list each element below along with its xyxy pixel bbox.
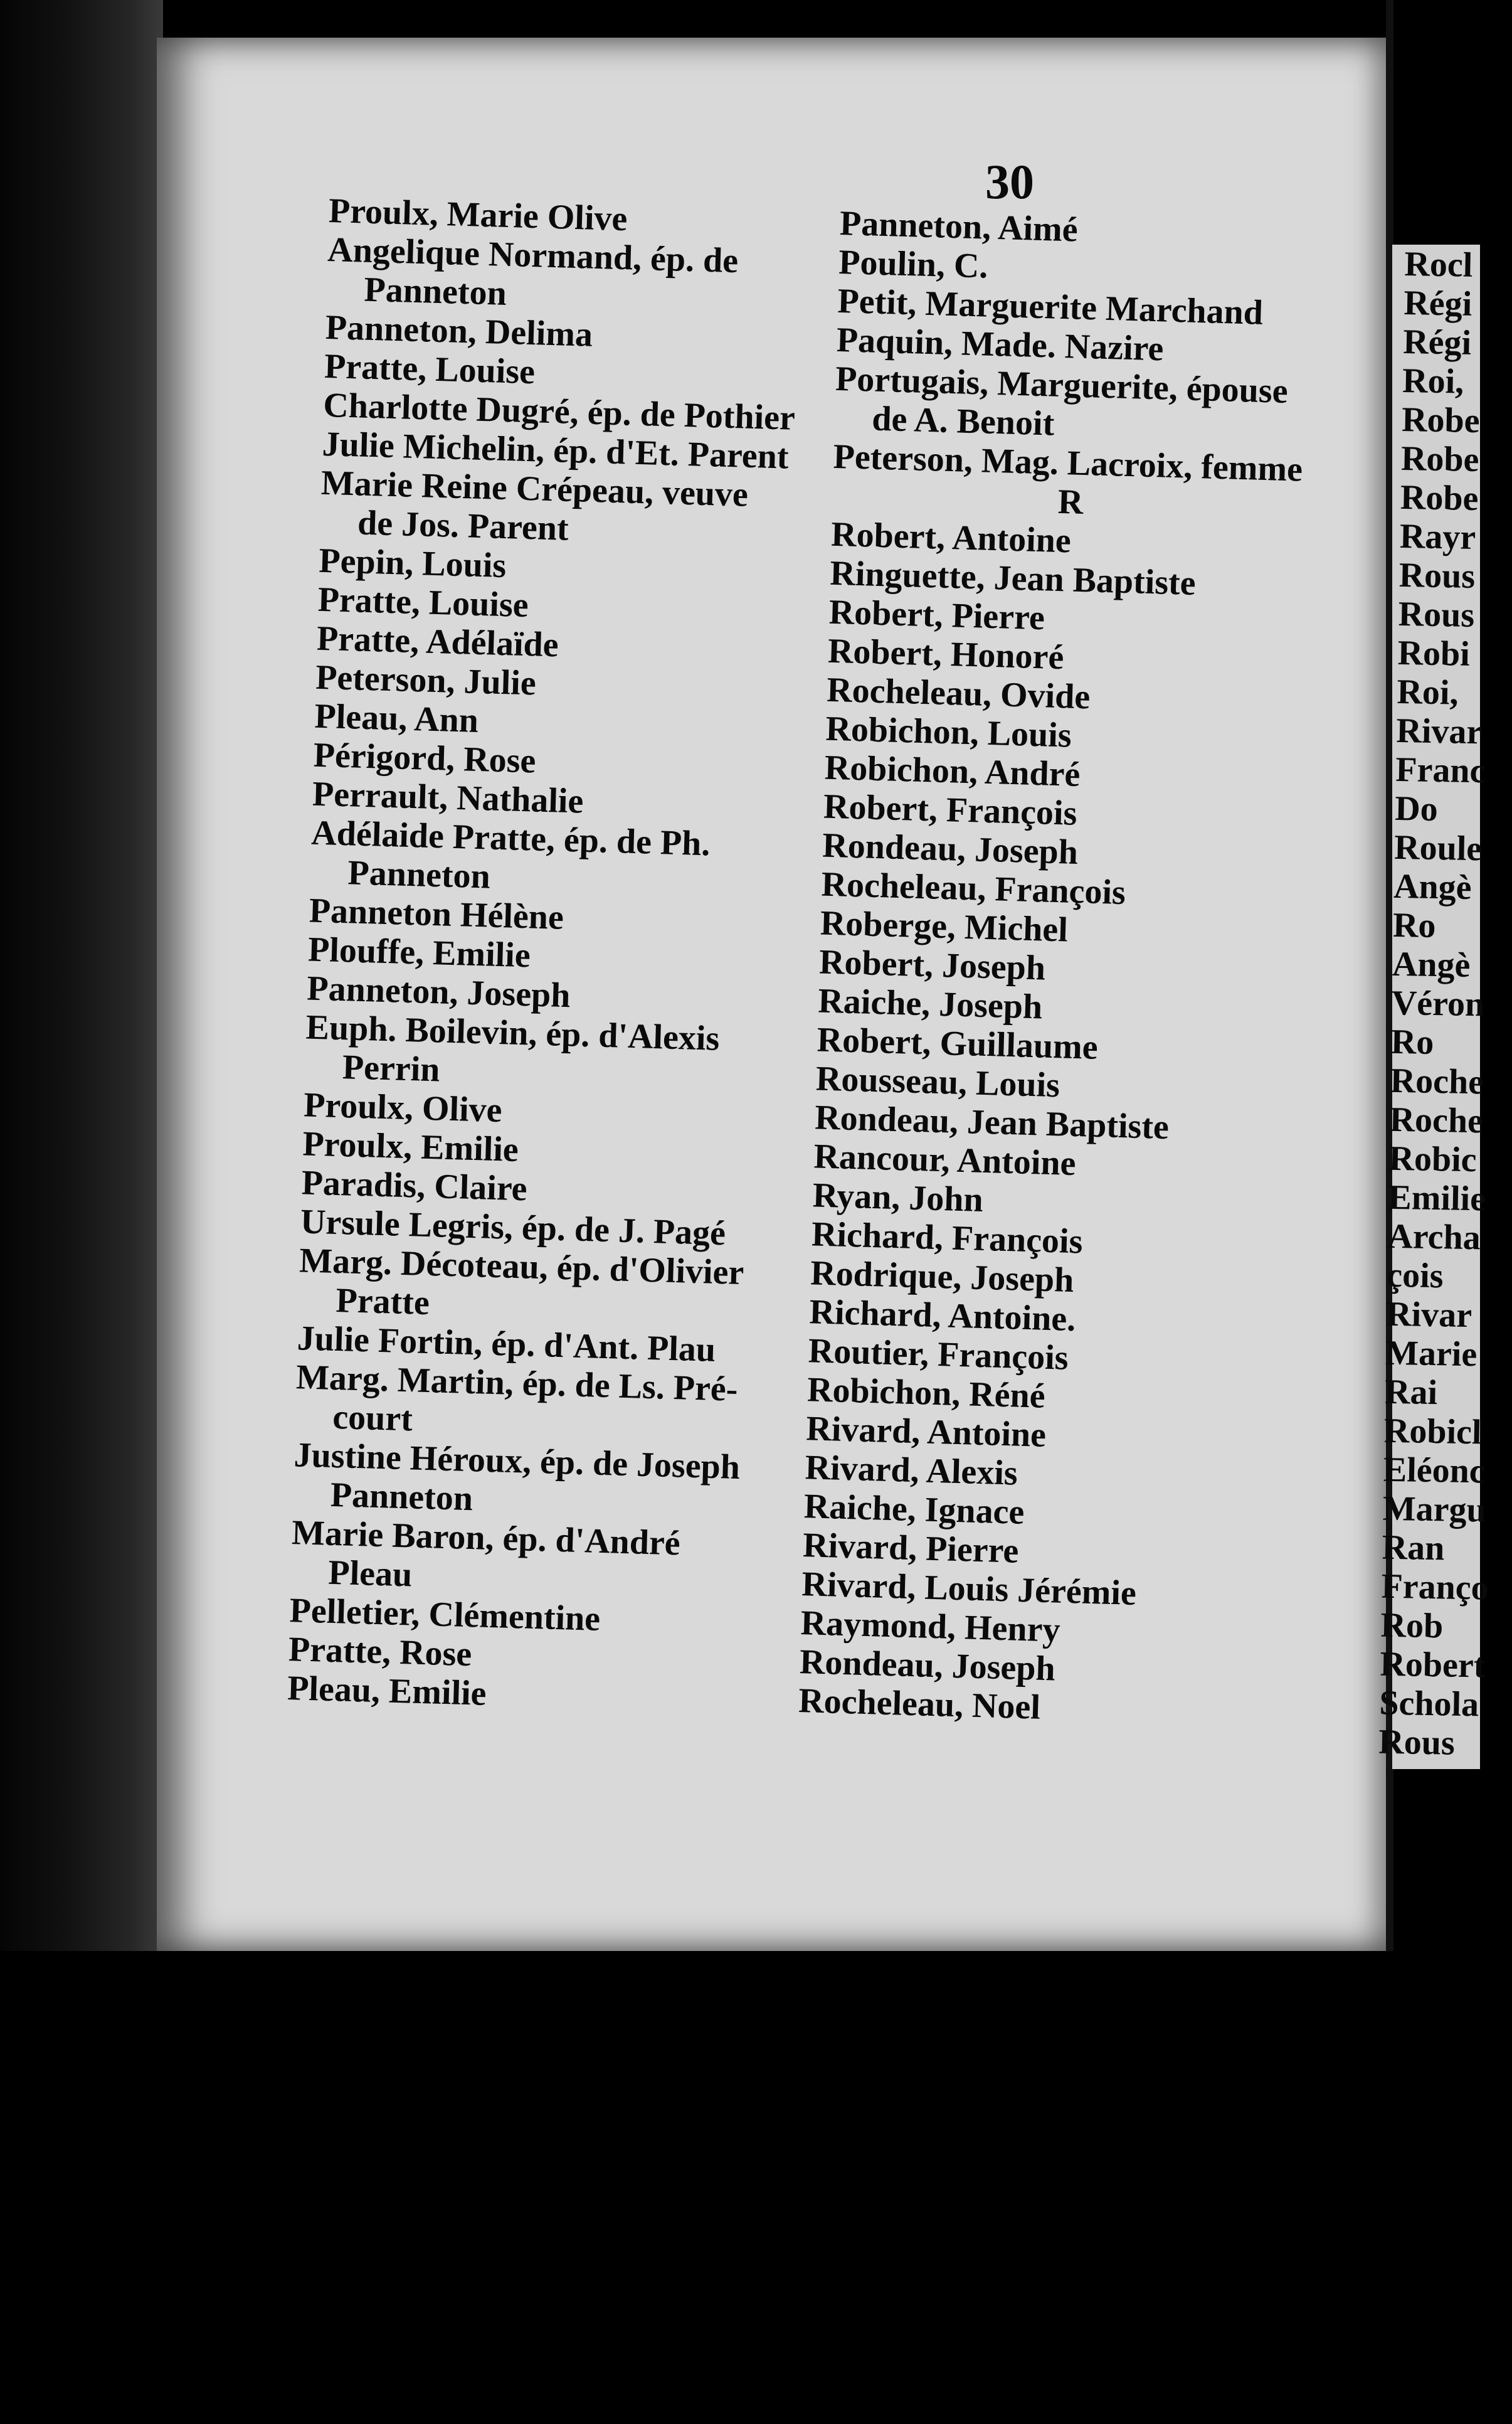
name-entry: Plouffe, Emilie (307, 930, 531, 975)
page-number: 30 (985, 154, 1034, 209)
name-entry: Raiche, Ignace (803, 1487, 1025, 1532)
name-entry: Robert, Honoré (827, 631, 1065, 678)
name-entry: Proulx, Emilie (302, 1124, 519, 1170)
name-entry: Paradis, Claire (300, 1163, 528, 1209)
name-entry: Marg. Martin, ép. de Ls. Pré- (295, 1358, 739, 1409)
name-entry: Panneton, Aimé (839, 204, 1079, 250)
name-entry: Rivard, Alexis (804, 1448, 1018, 1493)
fragment-entry: Eléonc (1383, 1450, 1486, 1491)
name-entry: de Jos. Parent (357, 503, 569, 548)
name-entry: Panneton (347, 853, 491, 896)
name-entry: Portugais, Marguerite, épouse (835, 359, 1289, 412)
name-entry: Robert, Joseph (818, 942, 1046, 988)
fragment-entry: Roche (1390, 1061, 1484, 1102)
name-entry: Panneton (330, 1475, 473, 1519)
name-entry: Pratte, Adélaïde (316, 619, 559, 665)
fragment-entry: Régi (1403, 283, 1472, 324)
name-entry: Ursule Legris, ép. de J. Pagé (300, 1202, 726, 1253)
right-name-column (798, 204, 1309, 1733)
name-entry: de A. Benoit (871, 399, 1055, 444)
name-entry: Julie Michelin, ép. d'Et. Parent (321, 424, 790, 477)
name-entry: Robert, François (823, 787, 1078, 833)
fragment-entry: Rocl (1404, 245, 1473, 285)
name-entry: Robert, Pierre (828, 592, 1045, 638)
name-entry: Périgord, Rose (313, 735, 537, 781)
name-entry: Panneton (363, 270, 507, 313)
fragment-entry: Véron (1391, 983, 1485, 1024)
fragment-entry: Rous (1398, 594, 1475, 635)
name-entry: Perrin (342, 1048, 441, 1090)
name-entry: Peterson, Mag. Lacroix, femme (832, 437, 1303, 489)
fragment-entry: Roule (1393, 827, 1483, 869)
name-entry: Panneton, Delima (325, 307, 593, 354)
name-entry: Rondeau, Joseph (799, 1642, 1056, 1689)
name-entry: Julie Fortin, ép. d'Ant. Plau (297, 1319, 716, 1369)
fragment-entry: Archa (1387, 1216, 1481, 1258)
fragment-entry: Roche (1389, 1100, 1484, 1141)
name-entry: Rocheleau, François (820, 864, 1126, 913)
name-entry: Rancour, Antoine (813, 1137, 1077, 1184)
name-entry: Routier, François (808, 1331, 1069, 1378)
background-bottom (0, 1951, 1480, 2424)
name-entry: Roberge, Michel (820, 903, 1069, 950)
fragment-entry: Franço (1381, 1566, 1489, 1608)
fragment-entry: Robe (1401, 400, 1481, 441)
fragment-entry: Schola (1378, 1683, 1479, 1725)
name-entry: Marie Baron, ép. d'André (291, 1513, 681, 1563)
name-entry: Proulx, Marie Olive (328, 191, 628, 239)
name-entry: Poulin, C. (838, 242, 989, 286)
name-entry: court (332, 1397, 413, 1439)
fragment-entry: Do (1394, 789, 1439, 829)
section-letter: R (1057, 482, 1084, 522)
name-entry: Rondeau, Joseph (822, 826, 1079, 872)
fragment-entry: çois (1386, 1255, 1444, 1296)
name-entry: Petit, Marguerite Marchand (837, 281, 1264, 332)
name-entry: Pratte (335, 1280, 430, 1323)
name-entry: Pleau, Ann (314, 696, 479, 740)
fragment-entry: Emilie (1387, 1177, 1486, 1219)
name-entry: Rodrique, Joseph (810, 1253, 1075, 1300)
name-entry: Rivard, Pierre (802, 1526, 1020, 1571)
name-entry: Marie Reine Crépeau, veuve (320, 463, 749, 514)
next-page-fragments (1378, 245, 1512, 1763)
name-entry: Raiche, Joseph (817, 981, 1044, 1027)
name-entry: Pratte, Louise (324, 346, 536, 392)
name-entry: Pleau (327, 1553, 413, 1595)
name-entry: Justine Héroux, ép. de Joseph (293, 1435, 741, 1487)
fragment-entry: Robic (1388, 1139, 1478, 1180)
name-entry: Panneton, Joseph (306, 969, 571, 1016)
fragment-entry: Ro (1390, 1022, 1434, 1062)
fragment-entry: Angè (1393, 866, 1472, 908)
name-entry: Pratte, Rose (288, 1630, 473, 1674)
name-entry: Robert, Guillaume (816, 1020, 1099, 1067)
fragment-entry: Régi (1402, 322, 1472, 363)
name-entry: Angelique Normand, ép. de (327, 230, 739, 281)
fragment-entry: Angè (1392, 944, 1471, 985)
name-entry: Pratte, Louise (317, 580, 529, 625)
name-entry: Rondeau, Jean Baptiste (814, 1098, 1170, 1147)
name-entry: Rocheleau, Noel (798, 1681, 1041, 1727)
name-entry: Robert, Antoine (830, 514, 1072, 561)
name-entry: Pepin, Louis (318, 541, 507, 586)
fragment-entry: Rob (1380, 1605, 1444, 1646)
name-entry: Richard, Antoine. (808, 1292, 1077, 1339)
fragment-entry: Robert (1379, 1644, 1486, 1686)
name-entry: Perrault, Nathalie (312, 774, 584, 821)
fragment-entry: Rivar (1395, 711, 1483, 752)
name-entry: Peterson, Julie (315, 657, 537, 703)
name-entry: Rousseau, Louis (815, 1059, 1060, 1105)
fragment-entry: Marie (1385, 1333, 1478, 1374)
name-entry: Raymond, Henry (800, 1603, 1061, 1650)
fragment-entry: Robe (1400, 439, 1480, 480)
fragment-entry: Robicl (1383, 1411, 1483, 1452)
name-entry: Robichon, Louis (825, 709, 1072, 755)
name-entry: Marg. Décoteau, ép. d'Olivier (299, 1241, 745, 1293)
fragment-entry: Rous (1378, 1722, 1456, 1763)
fragment-entry: Roi, (1397, 672, 1459, 713)
name-entry: Euph. Boilevin, ép. d'Alexis (305, 1007, 721, 1058)
fragment-entry: Robe (1400, 477, 1479, 519)
fragment-entry: Ran (1382, 1528, 1445, 1568)
name-entry: Proulx, Olive (303, 1085, 503, 1130)
fragment-entry: Rai (1384, 1372, 1438, 1413)
fragment-entry: Ro (1392, 905, 1437, 946)
next-page-edge (1378, 245, 1489, 1769)
fragment-entry: Rayr (1399, 516, 1476, 558)
fragment-entry: Roi, (1402, 361, 1464, 401)
name-entry: Rocheleau, Ovide (826, 670, 1091, 717)
fragment-entry: Rivar (1385, 1294, 1472, 1336)
name-entry: Paquin, Made. Nazire (836, 320, 1165, 369)
fragment-entry: Franc (1395, 750, 1486, 791)
name-entry: Robichon, André (824, 748, 1081, 795)
name-entry: Ringuette, Jean Baptiste (829, 553, 1197, 603)
name-entry: Pelletier, Clémentine (288, 1591, 601, 1639)
name-entry: Robichon, Réné (806, 1370, 1046, 1416)
name-entry: Panneton Hélène (309, 891, 564, 937)
name-entry: Adélaide Pratte, ép. de Ph. (310, 813, 711, 864)
fragment-entry: Robi (1397, 633, 1471, 674)
fragment-entry: Margu (1382, 1489, 1487, 1530)
name-entry: Charlotte Dugré, ép. de Pothier (322, 385, 796, 438)
left-name-column (287, 191, 801, 1721)
name-entry: Rivard, Louis Jérémie (801, 1565, 1137, 1613)
name-entry: Pleau, Emilie (287, 1669, 487, 1713)
name-entry: Ryan, John (812, 1176, 984, 1220)
name-entry: Richard, François (811, 1215, 1084, 1262)
name-entry: Rivard, Antoine (805, 1409, 1047, 1455)
fragment-entry: Rous (1398, 555, 1476, 597)
